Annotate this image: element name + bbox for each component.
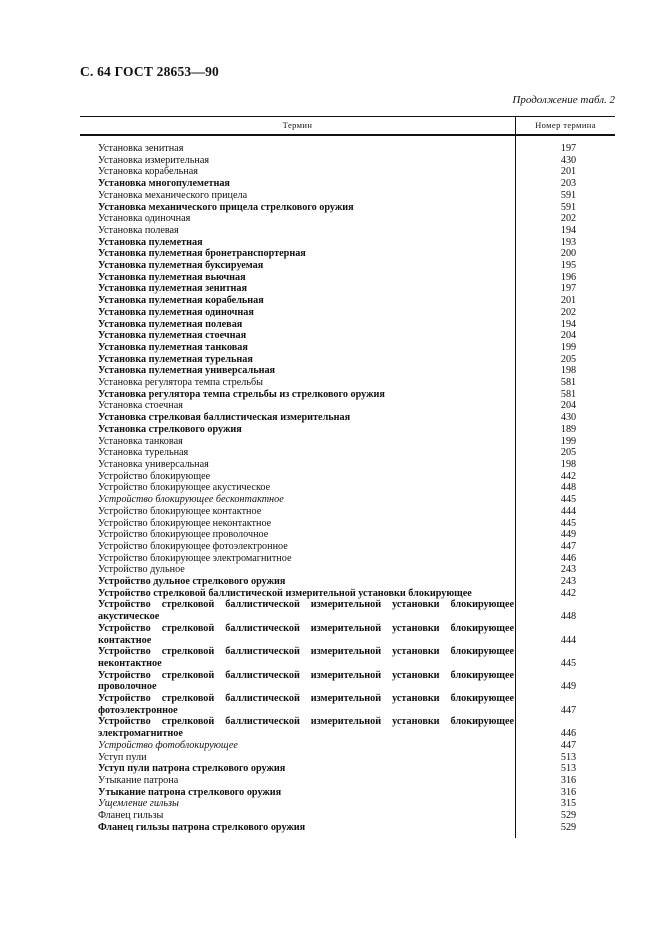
term-number-cell: 513 (560, 763, 577, 775)
term-cell: Устройство блокирующее акустическое (98, 482, 271, 494)
term-cell: Установка пулеметная стоечная (98, 330, 247, 342)
table-row (80, 810, 615, 822)
table-row (80, 307, 615, 319)
term-number-cell: 205 (560, 447, 577, 459)
table-row (80, 377, 615, 389)
term-number-cell: 430 (560, 154, 577, 166)
term-cell: Устройство блокирующее фотоэлектронное (98, 540, 288, 552)
table-row (80, 740, 615, 752)
term-number-cell: 199 (560, 341, 577, 353)
table-row (80, 447, 615, 459)
term-cell: Устройство стрелковой баллистической измерительной установки блокирующее контактное (98, 622, 514, 646)
term-cell: Установка зенитная (98, 143, 184, 154)
table-row (80, 787, 615, 799)
term-number-cell: 444 (560, 634, 577, 646)
term-cell: Устройство блокирующее электромагнитное (98, 552, 292, 564)
term-number-cell: 204 (560, 330, 577, 342)
term-number-cell: 189 (560, 423, 577, 435)
term-number-cell: 445 (560, 517, 577, 529)
term-number-cell: 449 (560, 681, 577, 693)
table-row (80, 295, 615, 307)
term-cell: Установка стрелковая баллистическая измерительная (98, 412, 351, 424)
table-row (80, 190, 615, 202)
table-row (80, 822, 615, 834)
term-cell: Устройство дульное (98, 564, 185, 576)
table-row (80, 494, 615, 506)
term-cell: Установка стоечная (98, 400, 183, 412)
term-number-cell: 198 (560, 365, 577, 377)
table-row (80, 424, 615, 436)
table-row (80, 260, 615, 272)
term-cell: Установка механического прицела стрелкового оружия (98, 201, 354, 213)
table-row (80, 202, 615, 214)
term-number-cell: 193 (560, 236, 577, 248)
page-header: С. 64 ГОСТ 28653—90 (80, 64, 219, 79)
table-row (80, 518, 615, 530)
term-number-cell: 204 (560, 400, 577, 412)
term-number-cell: 529 (560, 821, 577, 833)
table-row (80, 553, 615, 565)
term-number-cell: 449 (560, 529, 577, 541)
term-number-cell: 201 (560, 166, 577, 178)
term-number-cell: 203 (560, 178, 577, 190)
table-continuation-label: Продолжение табл. 2 (512, 94, 615, 106)
table-row (80, 330, 615, 342)
table-row (80, 482, 615, 494)
term-cell: Устройство фотоблокирующее (98, 739, 238, 751)
term-cell: Установка многопулеметная (98, 178, 230, 190)
table-row (80, 400, 615, 412)
term-number-cell: 448 (560, 482, 577, 494)
table-row (80, 763, 615, 775)
term-number-cell: 315 (560, 798, 577, 810)
term-number-cell: 197 (560, 283, 577, 295)
term-number-cell: 197 (560, 143, 577, 154)
term-cell: Утыкание патрона (98, 774, 179, 786)
table-row (80, 248, 615, 260)
table-row (80, 599, 615, 622)
term-number-cell: 196 (560, 271, 577, 283)
term-cell: Устройство блокирующее проволочное (98, 529, 269, 541)
term-cell: Ущемление гильзы (98, 798, 179, 810)
table-row (80, 143, 615, 155)
term-number-cell: 194 (560, 318, 577, 330)
table-row (80, 319, 615, 331)
table-row (80, 213, 615, 225)
table-row (80, 412, 615, 424)
term-cell: Устройство дульное стрелкового оружия (98, 576, 286, 588)
term-cell: Установка пулеметная буксируемая (98, 260, 264, 272)
table-row (80, 775, 615, 787)
term-cell: Установка полевая (98, 224, 179, 236)
column-header-number: Номер термина (535, 120, 596, 130)
table-row (80, 272, 615, 284)
table-row (80, 541, 615, 553)
table-row (80, 623, 615, 646)
term-cell: Установка измерительная (98, 154, 210, 166)
term-cell: Установка пулеметная турельная (98, 353, 253, 365)
table-row (80, 225, 615, 237)
term-number-cell: 442 (560, 587, 577, 599)
table-header (80, 117, 615, 136)
term-number-cell: 446 (560, 728, 577, 740)
term-cell: Устройство блокирующее бесконтактное (98, 494, 284, 506)
term-cell: Установка турельная (98, 447, 189, 459)
term-number-cell: 448 (560, 611, 577, 623)
term-number-cell: 200 (560, 248, 577, 260)
table-row (80, 670, 615, 693)
term-cell: Установка пулеметная универсальная (98, 365, 276, 377)
term-cell: Установка стрелкового оружия (98, 423, 242, 435)
table-row (80, 506, 615, 518)
term-number-cell: 316 (560, 786, 577, 798)
term-number-cell: 445 (560, 494, 577, 506)
term-cell: Устройство стрелковой баллистической измерительной установки блокирующее проволочное (98, 669, 514, 693)
term-number-cell: 447 (560, 704, 577, 716)
term-number-cell: 316 (560, 774, 577, 786)
term-number-cell: 581 (560, 388, 577, 400)
table-row (80, 354, 615, 366)
table-row (80, 365, 615, 377)
term-cell: Фланец гильзы (98, 810, 164, 822)
term-cell: Установка пулеметная танковая (98, 341, 248, 353)
table-row (80, 237, 615, 249)
table-row (80, 459, 615, 471)
term-cell: Уступ пули (98, 751, 147, 763)
term-number-cell: 513 (560, 751, 577, 763)
term-cell: Установка пулеметная вьючная (98, 271, 246, 283)
term-cell: Устройство блокирующее (98, 470, 211, 482)
term-number-cell: 202 (560, 306, 577, 318)
table-row (80, 166, 615, 178)
table-row (80, 436, 615, 448)
term-cell: Установка регулятора темпа стрельбы из стрелкового оружия (98, 388, 385, 400)
table-row (80, 389, 615, 401)
term-cell: Установка корабельная (98, 166, 198, 178)
term-number-cell: 447 (560, 540, 577, 552)
table-row (80, 716, 615, 739)
term-number-cell: 202 (560, 213, 577, 225)
table-row (80, 646, 615, 669)
term-number-cell: 430 (560, 412, 577, 424)
term-cell: Устройство блокирующее неконтактное (98, 517, 272, 529)
term-cell: Утыкание патрона стрелкового оружия (98, 786, 282, 798)
term-cell: Установка механического прицела (98, 189, 248, 201)
term-cell: Уступ пули патрона стрелкового оружия (98, 763, 286, 775)
term-number-cell: 591 (560, 201, 577, 213)
term-cell: Устройство стрелковой баллистической измерительной установки блокирующее акустическое (98, 599, 514, 623)
term-cell: Фланец гильзы патрона стрелкового оружия (98, 821, 306, 833)
term-cell: Установка регулятора темпа стрельбы (98, 377, 264, 389)
term-number-cell: 243 (560, 576, 577, 588)
column-header-term: Термин (80, 117, 516, 134)
table-row (80, 576, 615, 588)
table-row (80, 693, 615, 716)
term-cell: Установка танковая (98, 435, 183, 447)
table-row (80, 283, 615, 295)
term-number-cell: 195 (560, 260, 577, 272)
term-cell: Установка пулеметная зенитная (98, 283, 247, 295)
term-cell: Установка пулеметная одиночная (98, 306, 254, 318)
term-number-cell: 243 (560, 564, 577, 576)
term-number-cell: 529 (560, 810, 577, 822)
table-row (80, 564, 615, 576)
term-cell: Устройство стрелковой баллистической измерительной установки блокирующее фотоэлектронное (98, 693, 514, 716)
term-number-cell: 201 (560, 295, 577, 307)
term-cell: Установка пулеметная бронетранспортерная (98, 248, 306, 260)
term-number-cell: 194 (560, 224, 577, 236)
term-cell: Установка пулеметная (98, 236, 203, 248)
table-row (80, 155, 615, 167)
term-number-cell: 444 (560, 505, 577, 517)
table-row (80, 178, 615, 190)
term-cell: Установка одиночная (98, 213, 191, 225)
term-number-cell: 198 (560, 458, 577, 470)
table-row (80, 342, 615, 354)
term-cell: Устройство блокирующее контактное (98, 505, 262, 517)
term-number-cell: 446 (560, 552, 577, 564)
terms-index-table (80, 116, 615, 833)
term-number-cell: 445 (560, 657, 577, 669)
term-number-cell: 581 (560, 377, 577, 389)
term-number-cell: 199 (560, 435, 577, 447)
term-cell: Установка пулеметная полевая (98, 318, 243, 330)
term-cell: Устройство стрелковой баллистической измерительной установки блокирующее электромагнитное (98, 716, 514, 740)
term-number-cell: 591 (560, 189, 577, 201)
term-number-cell: 205 (560, 353, 577, 365)
table-row (80, 798, 615, 810)
table-row (80, 588, 615, 600)
term-cell: Установка универсальная (98, 458, 209, 470)
table-row (80, 471, 615, 483)
table-row (80, 752, 615, 764)
table-row (80, 529, 615, 541)
table-body (80, 136, 615, 833)
term-cell: Устройство стрелковой баллистической измерительной установки блокирующее (98, 587, 472, 599)
term-cell: Устройство стрелковой баллистической измерительной установки блокирующее неконтактное (98, 646, 514, 669)
term-number-cell: 447 (560, 739, 577, 751)
term-number-cell: 442 (560, 470, 577, 482)
term-cell: Установка пулеметная корабельная (98, 295, 264, 307)
